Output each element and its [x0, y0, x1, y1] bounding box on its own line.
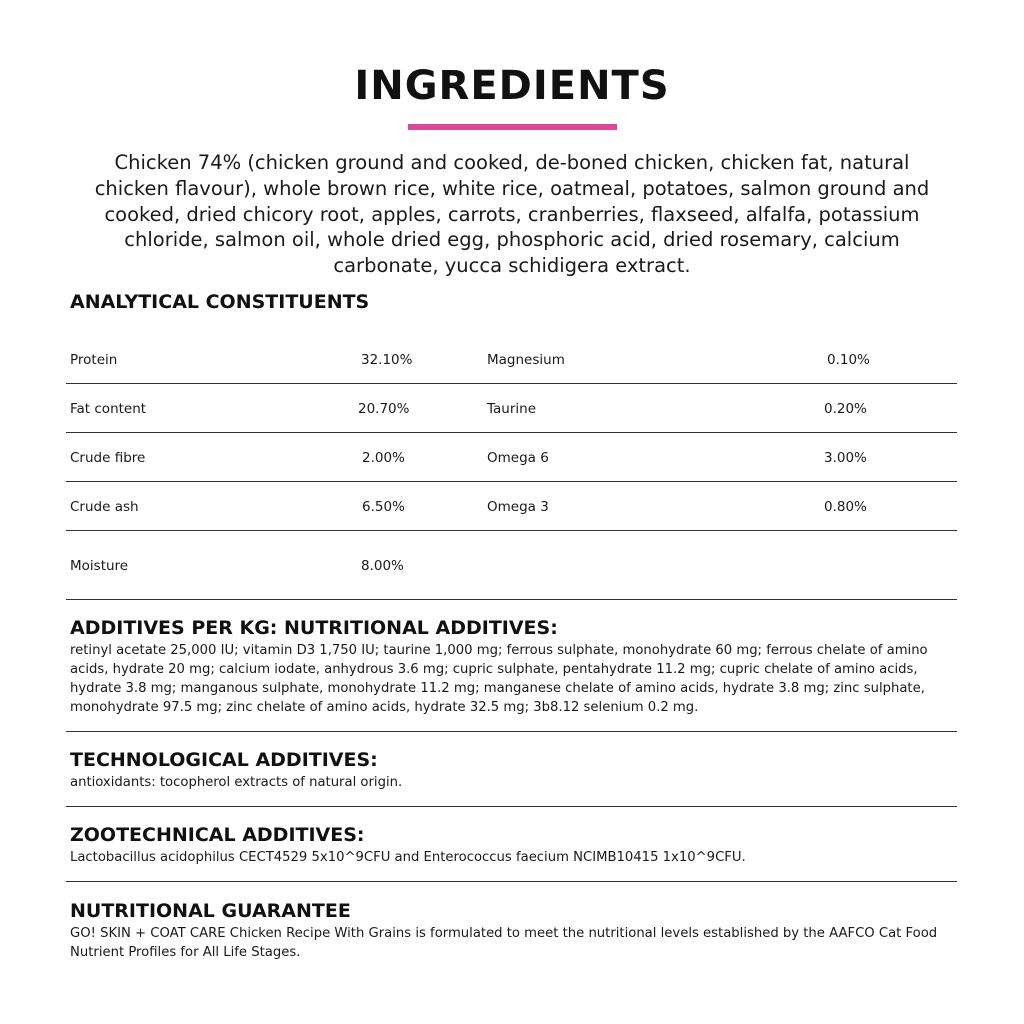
ingredients-text: Chicken 74% (chicken ground and cooked, de-boned chicken, chicken fat, natural chicken flavour), whole brown rice, white rice, oatmeal, potatoes, salmon ground and cooked, dried chicory root, apples, carrots, cranberries, flaxseed, alfalfa, potassium chloride, salmon oil, whole dried egg, phosphoric acid, dried rosemary, calcium carbonate, yucca schidigera extract.	[94, 151, 930, 278]
nutritional-additives-heading: ADDITIVES PER KG: NUTRITIONAL ADDITIVES:	[70, 617, 558, 639]
zootechnical-additives-heading: ZOOTECHNICAL ADDITIVES:	[70, 824, 365, 846]
constituent-name: Protein	[70, 352, 118, 368]
nutritional-guarantee-text: GO! SKIN + COAT CARE Chicken Recipe With Grains is formulated to meet the nutritional levels established by the AAFCO Cat Food Nutrient Profiles for All Life Stages.	[70, 926, 938, 960]
table-divider	[66, 432, 957, 433]
constituent-name: Fat content	[70, 401, 147, 417]
constituent-value: 32.10%	[361, 352, 413, 368]
technological-additives-heading: TECHNOLOGICAL ADDITIVES:	[70, 749, 378, 771]
constituent-value: 20.70%	[358, 401, 410, 417]
constituent-value: 2.00%	[362, 450, 405, 466]
table-divider	[66, 383, 957, 384]
section-divider	[66, 731, 957, 732]
section-divider	[66, 806, 957, 807]
section-divider	[66, 881, 957, 882]
section-divider	[66, 599, 957, 600]
constituent-name: Moisture	[70, 558, 129, 574]
zootechnical-additives-text: Lactobacillus acidophilus CECT4529 5x10^9CFU and Enterococcus faecium NCIMB10415 1x10^9CFU.	[70, 850, 746, 865]
constituent-value: 0.80%	[824, 499, 867, 515]
table-divider	[66, 530, 957, 531]
page-title: INGREDIENTS	[354, 63, 670, 109]
constituent-name: Omega 3	[487, 499, 549, 515]
analytical-constituents-heading: ANALYTICAL CONSTITUENTS	[70, 291, 370, 313]
constituent-value: 0.10%	[827, 352, 870, 368]
technological-additives-text: antioxidants: tocopherol extracts of natural origin.	[70, 775, 403, 790]
constituent-name: Taurine	[487, 401, 537, 417]
constituent-name: Magnesium	[487, 352, 565, 368]
constituent-value: 8.00%	[361, 558, 404, 574]
nutritional-additives-text: retinyl acetate 25,000 IU; vitamin D3 1,750 IU; taurine 1,000 mg; ferrous sulphate, monohydrate 60 mg; ferrous chelate of amino acids, hydrate 20 mg; calcium iodate, anhydrous 3.6 mg; cupric sulphate, pentahydrate 11.2 mg; cupric chelate of amino acids, hydrate 3.8 mg; manganous sulphate, monohydrate 11.2 mg; manganese chelate of amino acids, hydrate 3.8 mg; zinc sulphate, monohydrate 97.5 mg; zinc chelate of amino acids, hydrate 32.5 mg; 3b8.12 selenium 0.2 mg.	[70, 643, 928, 715]
constituent-value: 3.00%	[824, 450, 867, 466]
constituent-name: Omega 6	[487, 450, 549, 466]
constituent-name: Crude ash	[70, 499, 139, 515]
constituent-value: 0.20%	[824, 401, 867, 417]
constituent-name: Crude fibre	[70, 450, 146, 466]
table-divider	[66, 481, 957, 482]
title-underline	[408, 124, 617, 130]
constituent-value: 6.50%	[362, 499, 405, 515]
nutritional-guarantee-heading: NUTRITIONAL GUARANTEE	[70, 900, 351, 922]
